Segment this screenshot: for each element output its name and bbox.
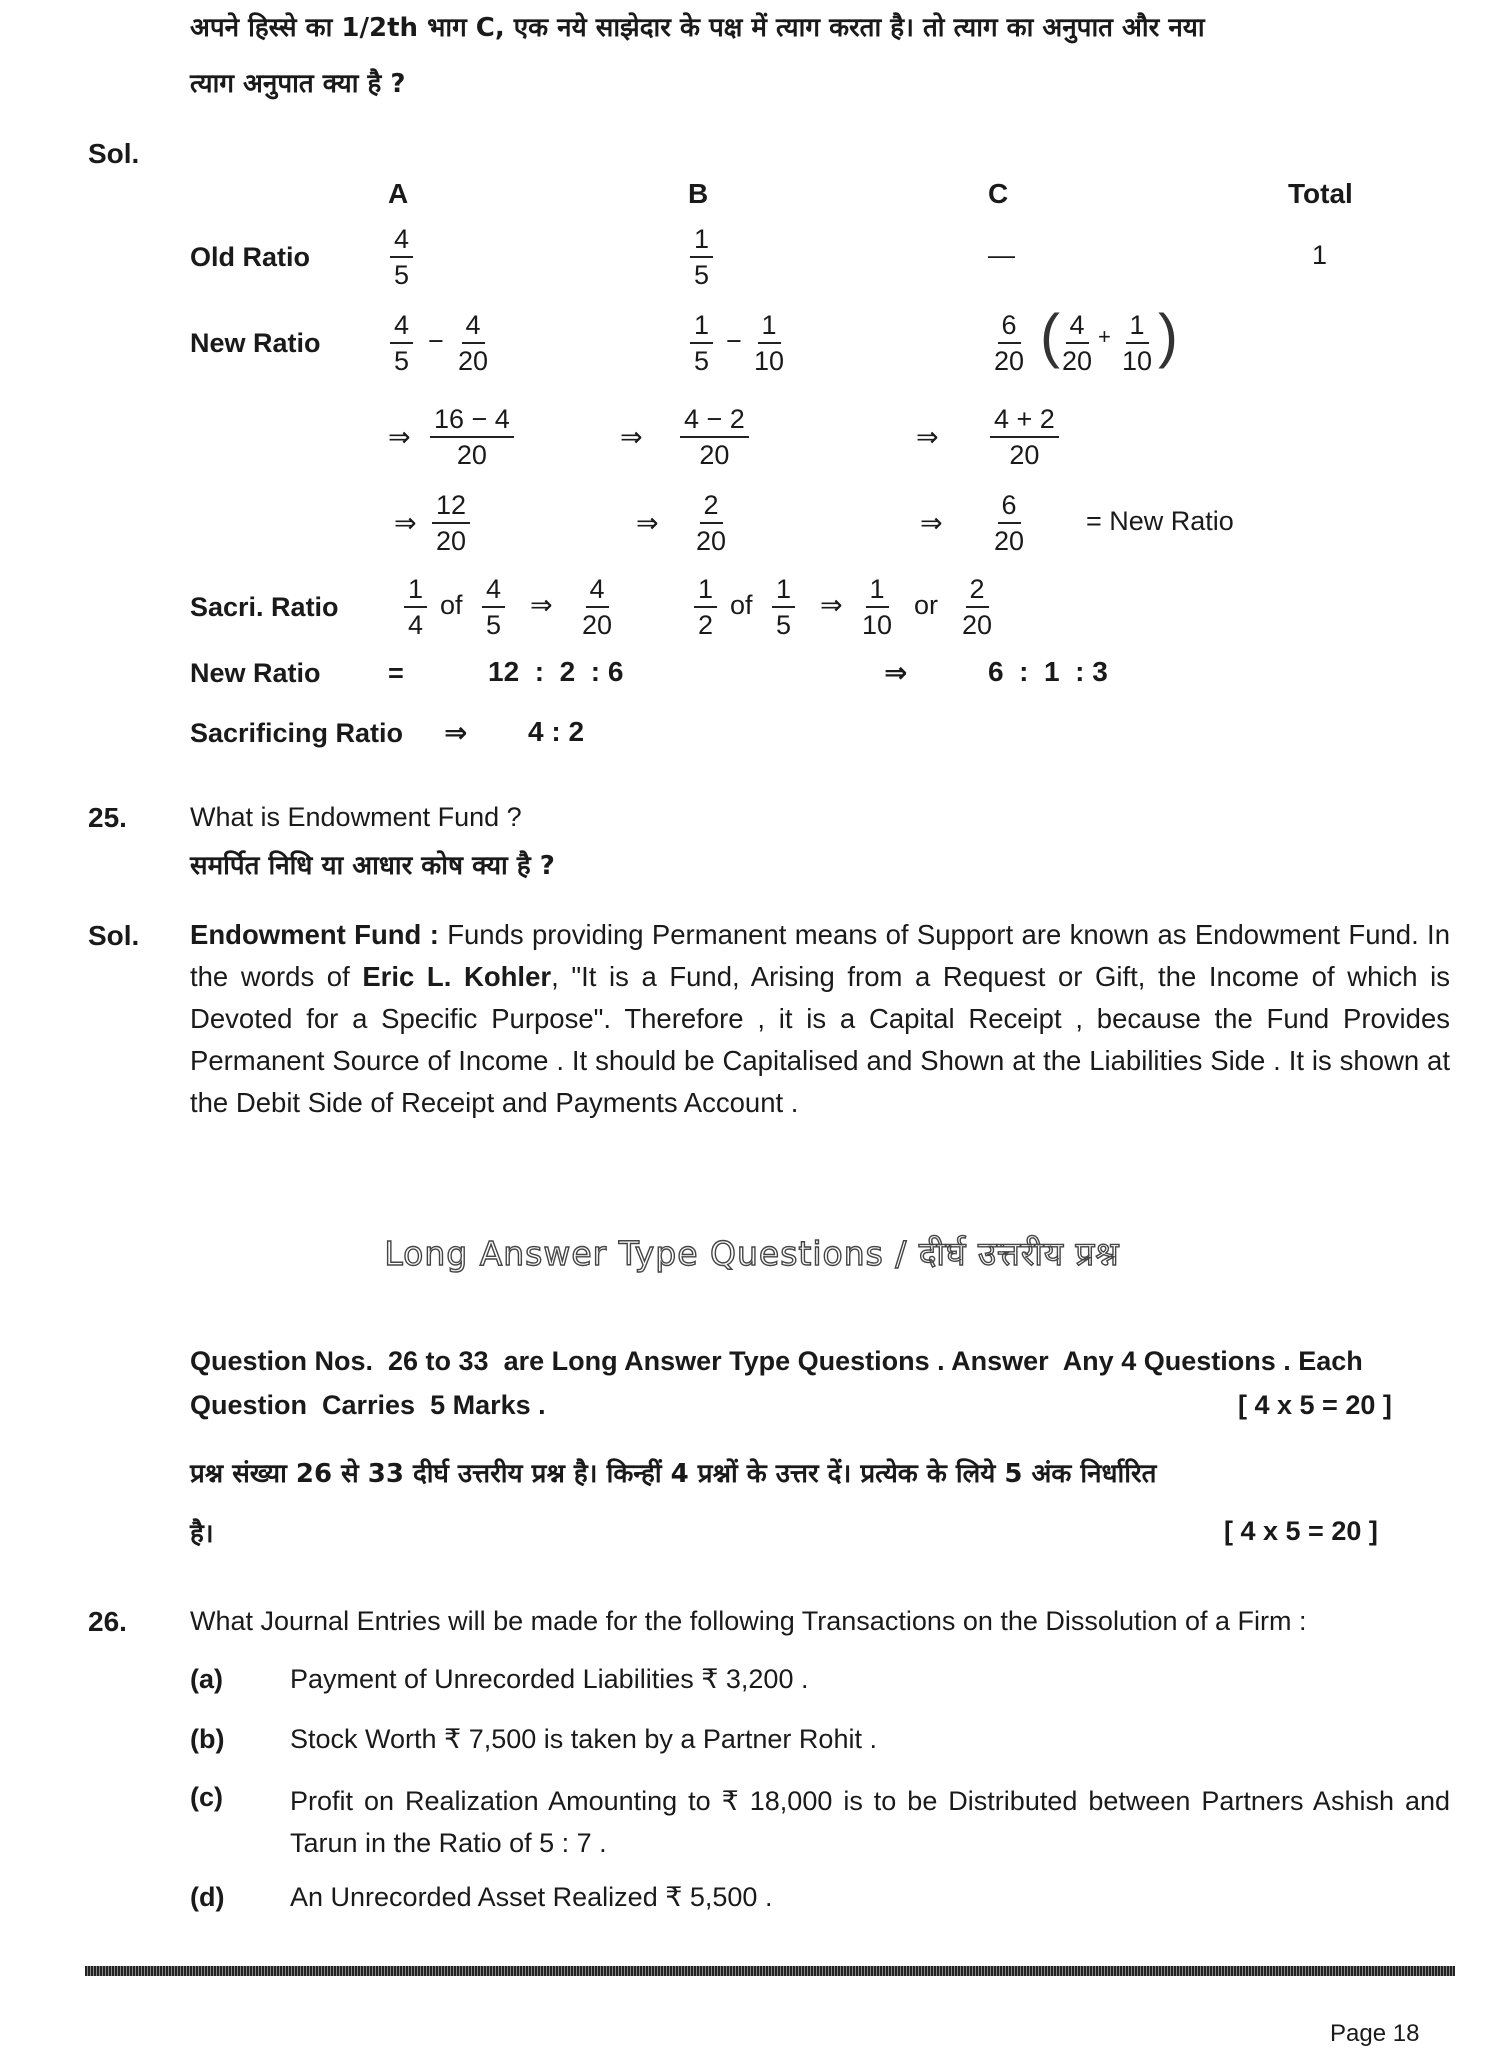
q26-item-d-text: An Unrecorded Asset Realized ₹ 5,500 . bbox=[290, 1882, 773, 1912]
minus-sign: − bbox=[428, 326, 444, 356]
arrow-icon: ⇒ bbox=[530, 590, 553, 620]
step2-b: $\frac{2}{20}$ bbox=[696, 490, 727, 556]
old-ratio-a: $\frac{4}{5}$ bbox=[390, 222, 413, 292]
q25-question-en: What is Endowment Fund ? bbox=[190, 802, 522, 832]
instructions-hi-line1: प्रश्न संख्या 26 से 33 दीर्घ उत्तरीय प्रश्न है। किन्हीं 4 प्रश्नों के उत्तर दें। प्रत्येक के लिये 5 अंक निर्धारित bbox=[190, 1459, 1157, 1489]
sacrificing-ratio-value: 4 : 2 bbox=[528, 716, 585, 747]
instructions-hi-marks: [ 4 x 5 = 20 ] bbox=[1224, 1516, 1378, 1546]
sacri-a-frac1: $\frac{1}{4}$ bbox=[404, 572, 427, 642]
q26-item-a-label: (a) bbox=[190, 1664, 223, 1694]
new-ratio-note: = New Ratio bbox=[1086, 506, 1234, 536]
right-paren: ) bbox=[1158, 302, 1178, 369]
step2-a: $\frac{12}{20}$ bbox=[432, 488, 470, 558]
q26-item-a-text: Payment of Unrecorded Liabilities ₹ 3,200 . bbox=[290, 1664, 809, 1694]
new-ratio-label: New Ratio bbox=[190, 328, 321, 358]
old-ratio-c: — bbox=[988, 240, 1015, 270]
q26-item-c-text: Profit on Realization Amounting to ₹ 18,000 is to be Distributed between Partners Ashish and Tarun in the Ratio of 5 : 7 . bbox=[290, 1786, 1450, 1858]
intro-line-1: अपने हिस्से का 1/2th भाग C, एक नये साझेदार के पक्ष में त्याग करता है। तो त्याग का अनुपात और नया bbox=[190, 13, 1205, 43]
old-ratio-total: 1 bbox=[1312, 240, 1328, 270]
sacri-ratio-label: Sacri. Ratio bbox=[190, 592, 339, 622]
old-ratio-label: Old Ratio bbox=[190, 242, 310, 272]
sol-label: Sol. bbox=[88, 138, 140, 169]
sacri-b-frac2: $\frac{1}{5}$ bbox=[772, 572, 795, 642]
sacri-a-frac2: $\frac{4}{5}$ bbox=[482, 572, 505, 642]
arrow-icon: ⇒ bbox=[920, 508, 943, 538]
arrow-icon: ⇒ bbox=[884, 657, 908, 688]
instructions-en-marks: [ 4 x 5 = 20 ] bbox=[1238, 1390, 1392, 1420]
arrow-icon: ⇒ bbox=[636, 508, 659, 538]
footer-rule bbox=[85, 1966, 1455, 1976]
q26-question: What Journal Entries will be made for the following Transactions on the Dissolution of a Firm : bbox=[190, 1606, 1307, 1636]
instructions-hi-line2: है। bbox=[190, 1519, 214, 1549]
step1-a: $\frac{16 - 4}{20}$ bbox=[430, 402, 514, 472]
header-b: B bbox=[688, 178, 709, 209]
q25-term: Endowment Fund : bbox=[190, 919, 439, 950]
header-a: A bbox=[388, 178, 409, 209]
instructions-en-line1: Question Nos. 26 to 33 are Long Answer Type Questions . Answer Any 4 Questions . Each bbox=[190, 1346, 1363, 1376]
q25-sol-label: Sol. bbox=[88, 920, 140, 951]
step1-c: $\frac{4 + 2}{20}$ bbox=[990, 402, 1059, 472]
left-paren: ( bbox=[1040, 302, 1060, 369]
equals-sign: = bbox=[388, 658, 404, 688]
new-ratio-b-term1: $\frac{1}{5}$ bbox=[690, 308, 713, 378]
sacri-b-alt: $\frac{2}{20}$ bbox=[962, 574, 993, 640]
sacri-a-result: $\frac{4}{20}$ bbox=[582, 574, 613, 640]
q25-answer: Endowment Fund : Funds providing Permanent means of Support are known as Endowment Fund. In the words of Eric L. Kohler, "It is a Fund, Arising from a Request or Gift, the Income of which is Devoted for a Specific Purpose". Therefore , it is a Capital Receipt , because the Fund Provides Permanent Source of Income . It should be Capitalised and Shown at the Liabilities Side . It is shown at the Debit Side of Receipt and Payments Account . bbox=[190, 919, 1450, 1118]
q26-item-c-label: (c) bbox=[190, 1782, 223, 1812]
q26-item-b-label: (b) bbox=[190, 1724, 225, 1754]
arrow-icon: ⇒ bbox=[388, 422, 411, 452]
of-text: of bbox=[440, 590, 463, 620]
sacri-b-result: $\frac{1}{10}$ bbox=[862, 574, 893, 640]
arrow-icon: ⇒ bbox=[444, 717, 468, 748]
arrow-icon: ⇒ bbox=[820, 590, 843, 620]
old-ratio-b: $\frac{1}{5}$ bbox=[690, 222, 713, 292]
step1-b: $\frac{4 - 2}{20}$ bbox=[680, 402, 749, 472]
new-ratio-a-term2: $\frac{4}{20}$ bbox=[458, 310, 489, 376]
new-ratio-c-term3: $\frac{1}{10}$ bbox=[1122, 310, 1153, 376]
q26-item-d-label: (d) bbox=[190, 1882, 225, 1912]
new-ratio-simplified: 6 : 1 : 3 bbox=[988, 656, 1108, 687]
new-ratio-value: 12 : 2 : 6 bbox=[488, 656, 624, 687]
intro-line-2: त्याग अनुपात क्या है ? bbox=[190, 69, 406, 99]
q25-question-hi: समर्पित निधि या आधार कोष क्या है ? bbox=[190, 851, 555, 881]
q25-author: Eric L. Kohler bbox=[362, 961, 552, 992]
sacri-b-frac1: $\frac{1}{2}$ bbox=[694, 572, 717, 642]
arrow-icon: ⇒ bbox=[394, 508, 417, 538]
new-ratio-b-term2: $\frac{1}{10}$ bbox=[754, 310, 785, 376]
arrow-icon: ⇒ bbox=[916, 422, 939, 452]
header-c: C bbox=[988, 178, 1009, 209]
or-text: or bbox=[914, 590, 939, 620]
section-heading: Long Answer Type Questions / दीर्घ उत्तरीय प्रश्न bbox=[384, 1234, 1120, 1273]
instructions-en-line2: Question Carries 5 Marks . bbox=[190, 1390, 546, 1420]
page-number: Page 18 bbox=[1330, 2020, 1420, 2047]
new-ratio-final-label: New Ratio bbox=[190, 658, 321, 688]
new-ratio-a-term1: $\frac{4}{5}$ bbox=[390, 308, 413, 378]
q26-number: 26. bbox=[88, 1606, 127, 1637]
plus-sign: + bbox=[1098, 324, 1111, 349]
of-text: of bbox=[730, 590, 753, 620]
q26-item-b-text: Stock Worth ₹ 7,500 is taken by a Partner Rohit . bbox=[290, 1724, 877, 1754]
step2-c: $\frac{6}{20}$ bbox=[994, 490, 1025, 556]
minus-sign: − bbox=[726, 326, 742, 356]
header-total: Total bbox=[1288, 178, 1353, 209]
new-ratio-c-term2: $\frac{4}{20}$ bbox=[1062, 310, 1093, 376]
sacrificing-ratio-label: Sacrificing Ratio bbox=[190, 718, 404, 748]
q25-number: 25. bbox=[88, 802, 127, 833]
new-ratio-c-term1: $\frac{6}{20}$ bbox=[994, 310, 1025, 376]
arrow-icon: ⇒ bbox=[620, 422, 643, 452]
